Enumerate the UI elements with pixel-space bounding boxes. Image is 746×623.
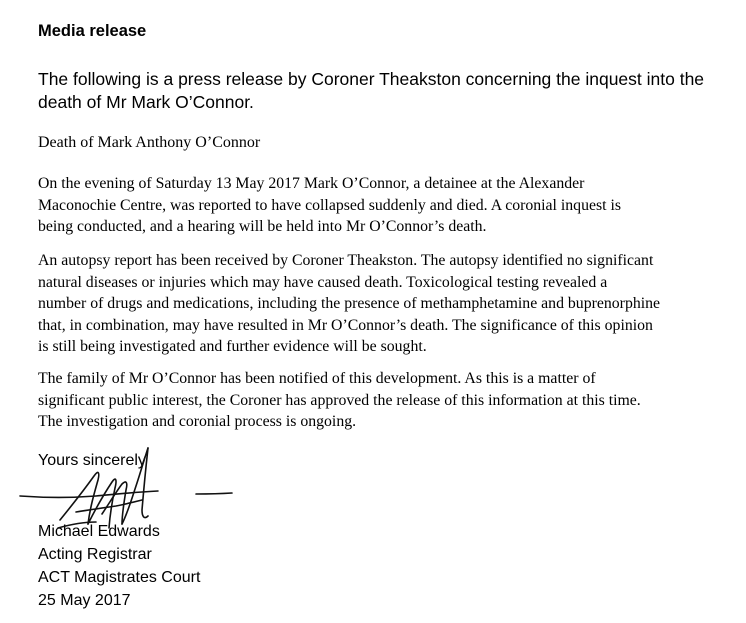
signature-block (38, 520, 200, 612)
paragraph-line: On the evening of Saturday 13 May 2017 Mark O’Connor, a detainee at the Alexander (38, 175, 585, 192)
signatory-court: ACT Magistrates Court (38, 569, 201, 586)
closing-salutation: Yours sincerely (38, 452, 146, 469)
paragraph-line: is still being investigated and further evidence will be sought. (38, 338, 427, 355)
paragraph-family (38, 368, 738, 433)
intro-line: The following is a press release by Coroner Theakston concerning the inquest into the (38, 69, 705, 89)
paragraph-line: Maconochie Centre, was reported to have collapsed suddenly and died. A coronial inquest is (38, 196, 622, 214)
media-release-heading: Media release (38, 22, 147, 40)
paragraph-line: number of drugs and medications, including the presence of methamphetamine and buprenorphine (38, 295, 661, 312)
paragraph-line: The family of Mr O’Connor has been notified of this development. As this is a matter of (38, 370, 596, 387)
paragraph-line: being conducted, and a hearing will be held into Mr O’Connor’s death. (38, 218, 487, 235)
paragraph-line: significant public interest, the Coroner has approved the release of this information at this time. (38, 391, 641, 409)
signatory-name: Michael Edwards (38, 523, 160, 540)
paragraph-line: natural diseases or injuries which may have caused death. Toxicological testing revealed a (38, 273, 608, 291)
signatory-date: 25 May 2017 (38, 592, 131, 609)
paragraph-event (38, 173, 738, 238)
release-title: Death of Mark Anthony O’Connor (38, 134, 261, 151)
signatory-role: Acting Registrar (38, 546, 152, 563)
paragraph-autopsy (38, 250, 738, 358)
intro-paragraph (38, 68, 738, 114)
intro-line: death of Mr Mark O’Connor. (38, 92, 254, 112)
paragraph-line: An autopsy report has been received by Coroner Theakston. The autopsy identified no significant (38, 252, 654, 269)
paragraph-line: The investigation and coronial process is ongoing. (38, 413, 357, 430)
paragraph-line: that, in combination, may have resulted in Mr O’Connor’s death. The significance of this opinion (38, 316, 653, 334)
